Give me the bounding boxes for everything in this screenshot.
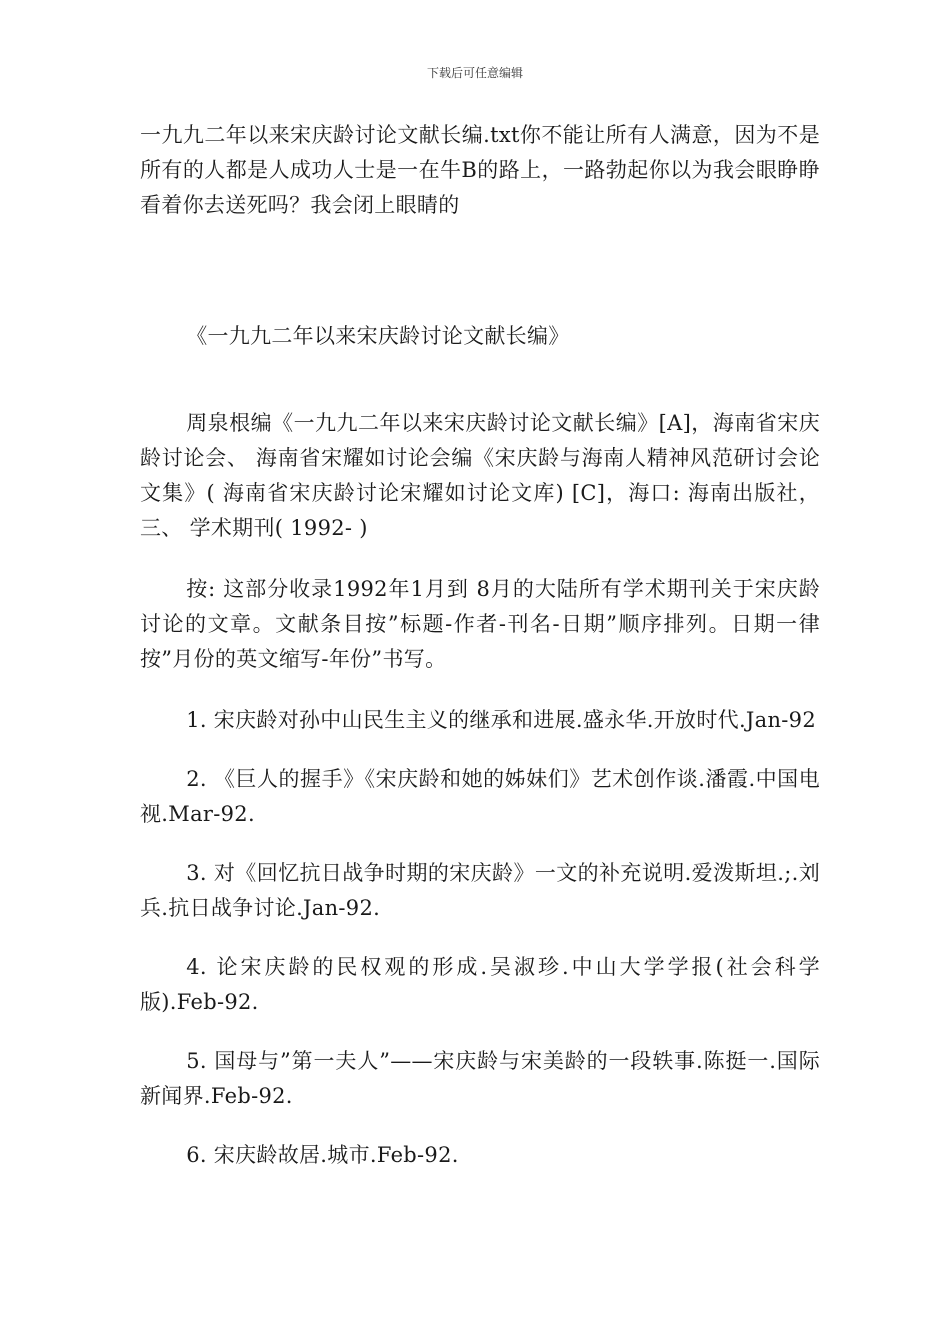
list-item: 2. 《巨人的握手》《宋庆龄和她的姊妹们》艺术创作谈.潘霞.中国电视.Mar-92. — [140, 767, 820, 826]
intro-paragraph: 一九九二年以来宋庆龄讨论文献长编.txt你不能让所有人满意，因为不是所有的人都是人成功人士是一在牛B的路上，一路勃起你以为我会眼睁睁看着你去送死吗？我会闭上眼睛的 — [140, 123, 820, 217]
document-title: 《一九九二年以来宋庆龄讨论文献长编》 — [186, 324, 570, 348]
list-item: 5. 国母与”第一夫人”——宋庆龄与宋美龄的一段轶事.陈挺一.国际新闻界.Feb-92. — [140, 1049, 820, 1108]
list-item: 3. 对《回忆抗日战争时期的宋庆龄》一文的补充说明.爱泼斯坦.;.刘兵.抗日战争讨论.Jan-92. — [140, 861, 820, 920]
document-body — [140, 118, 820, 1197]
list-item: 1. 宋庆龄对孙中山民生主义的继承和进展.盛永华.开放时代.Jan-92 — [186, 708, 817, 732]
references-paragraph: 周泉根编《一九九二年以来宋庆龄讨论文献长编》[A]，海南省宋庆龄讨论会、 海南省宋耀如讨论会编《宋庆龄与海南人精神风范研讨会论文集》( 海南省宋庆龄讨论宋耀如讨论文库) [C]，海口: 海南出版社， 三、 学术期刊( 1992- ) — [140, 411, 820, 540]
list-item: 6. 宋庆龄故居.城市.Feb-92. — [186, 1143, 459, 1167]
note-paragraph: 按: 这部分收录1992年1月到 8月的大陆所有学术期刊关于宋庆龄讨论的文章。文献条目按”标题-作者-刊名-日期”顺序排列。日期一律按”月份的英文缩写-年份”书写。 — [140, 577, 820, 671]
list-item: 4. 论宋庆龄的民权观的形成.吴淑珍.中山大学学报(社会科学版).Feb-92. — [140, 955, 820, 1014]
page-header: 下载后可任意编辑 — [426, 66, 523, 80]
